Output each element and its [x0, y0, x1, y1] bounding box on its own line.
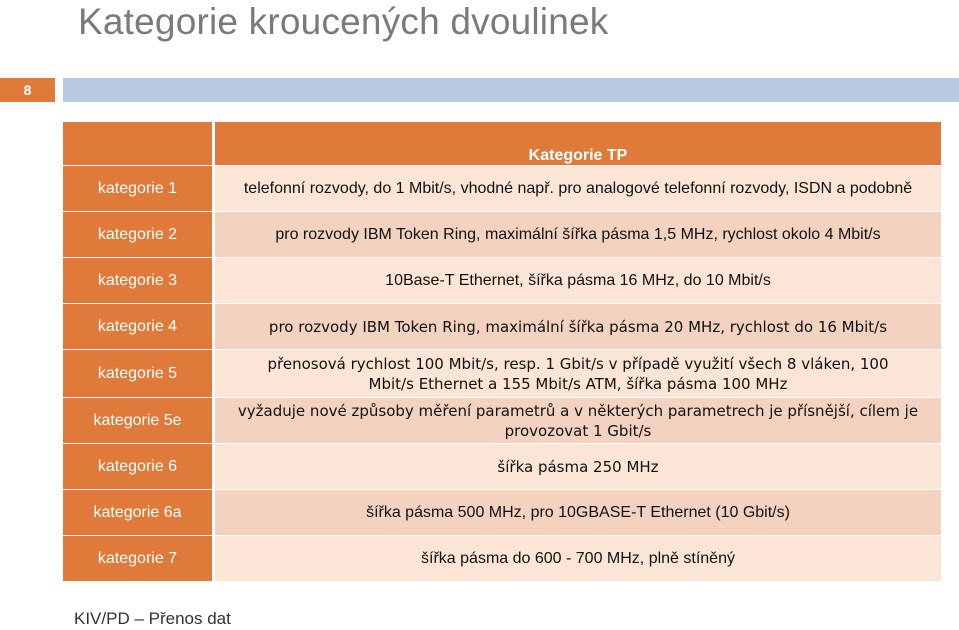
row-label: kategorie 6a: [63, 489, 215, 535]
row-description: telefonní rozvody, do 1 Mbit/s, vhodné např. pro analogové telefonní rozvody, ISDN a podobně: [215, 165, 941, 211]
row-description: šířka pásma 500 MHz, pro 10GBASE-T Ethernet (10 Gbit/s): [215, 489, 941, 535]
table-row: [63, 349, 941, 397]
row-label: kategorie 1: [63, 165, 215, 211]
row-description: vyžaduje nové způsoby měření parametrů a v některých parametrech je přísnější, cílem je provozovat 1 Gbit/s: [215, 397, 941, 443]
table-header: Kategorie TP: [215, 122, 941, 165]
row-description: přenosová rychlost 100 Mbit/s, resp. 1 Gbit/s v případě využití všech 8 vláken, 100 Mbit/s Ethernet a 155 Mbit/s ATM, šířka pásma 100 MHz: [215, 349, 941, 397]
table-row: [63, 165, 941, 211]
slide-number: 8: [0, 78, 55, 102]
table-row: [63, 211, 941, 257]
row-description: šířka pásma do 600 - 700 MHz, plně stíněný: [215, 535, 941, 581]
row-description: šířka pásma 250 MHz: [215, 443, 941, 489]
row-description: 10Base-T Ethernet, šířka pásma 16 MHz, do 10 Mbit/s: [215, 257, 941, 303]
row-label: kategorie 3: [63, 257, 215, 303]
row-description: pro rozvody IBM Token Ring, maximální šířka pásma 1,5 MHz, rychlost okolo 4 Mbit/s: [215, 211, 941, 257]
header-bar: [63, 78, 959, 102]
table-row: [63, 397, 941, 443]
table-row: [63, 257, 941, 303]
row-label: kategorie 5: [63, 349, 215, 397]
table-row: [63, 443, 941, 489]
row-label: kategorie 2: [63, 211, 215, 257]
row-label: kategorie 7: [63, 535, 215, 581]
row-description: pro rozvody IBM Token Ring, maximální šířka pásma 20 MHz, rychlost do 16 Mbit/s: [215, 303, 941, 349]
table-row: [63, 489, 941, 535]
row-label: kategorie 6: [63, 443, 215, 489]
row-label: kategorie 4: [63, 303, 215, 349]
slide-title: Kategorie kroucených dvoulinek: [78, 1, 609, 42]
table-row: [63, 535, 941, 581]
row-label: kategorie 5e: [63, 397, 215, 443]
table-corner-cell: [63, 122, 215, 165]
table-row: [63, 303, 941, 349]
slide-footer: KIV/PD – Přenos dat: [74, 609, 231, 628]
category-table: [63, 122, 941, 581]
